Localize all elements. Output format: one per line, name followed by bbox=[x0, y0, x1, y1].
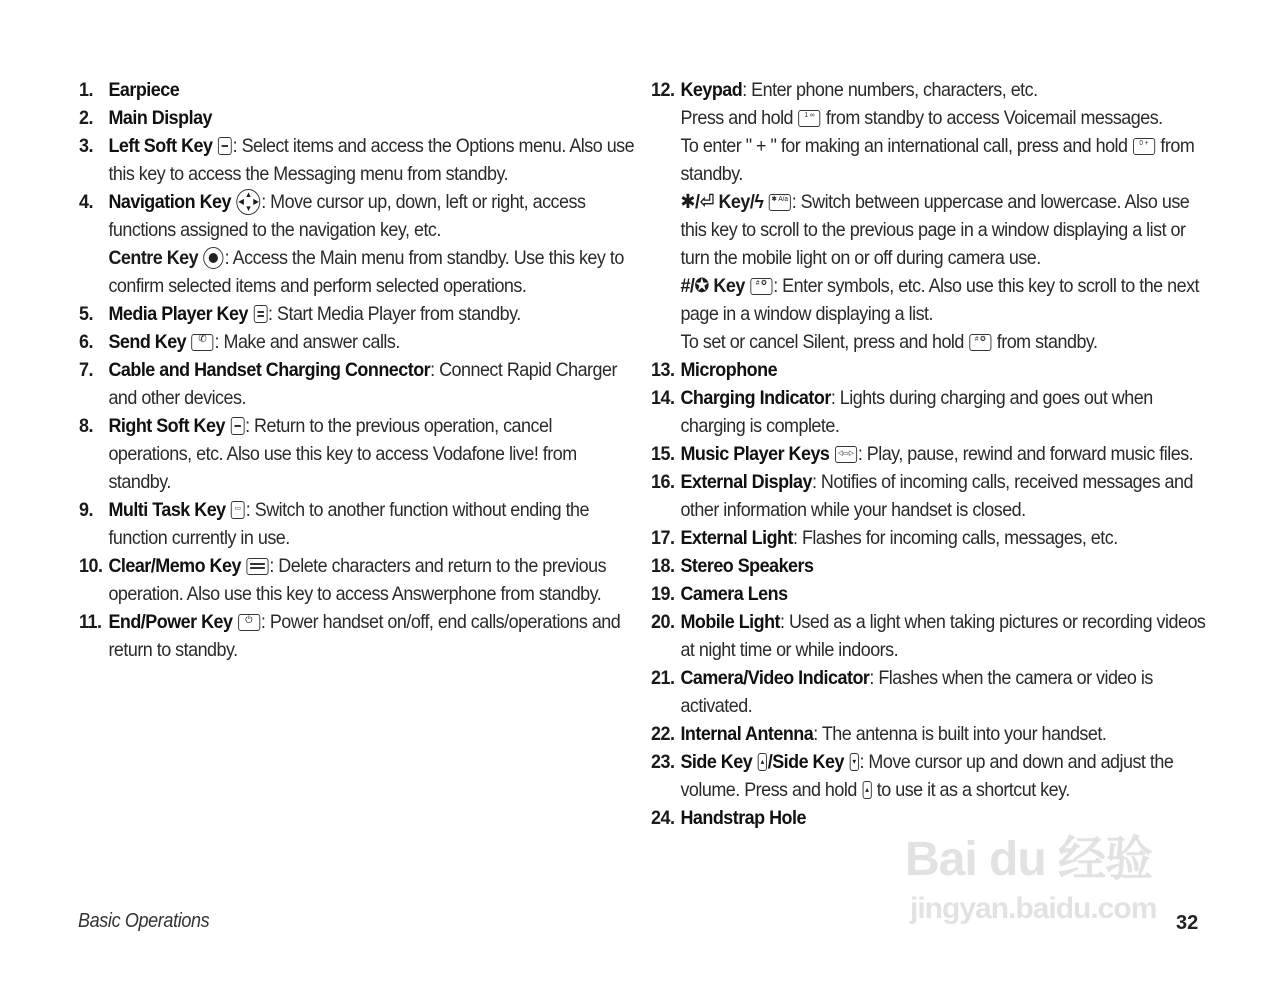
item-term: Keypad bbox=[680, 79, 743, 101]
item-term-2: /Side Key bbox=[767, 751, 844, 773]
item-number: 21. bbox=[651, 667, 675, 689]
watermark-logo: Bai du 经验 bbox=[905, 833, 1153, 886]
item-description: : The antenna is built into your handset. bbox=[813, 723, 1107, 745]
list-item bbox=[79, 76, 635, 104]
centre-key-icon bbox=[204, 247, 224, 269]
item-number: 7. bbox=[79, 359, 93, 381]
item-number: 15. bbox=[651, 443, 675, 465]
item-number: 14. bbox=[651, 387, 675, 409]
list-item bbox=[651, 608, 1207, 664]
key-0-icon: 0 + bbox=[1133, 138, 1155, 155]
item-term: External Light bbox=[680, 527, 793, 549]
centre-key-description: : Access the Main menu from standby. Use this key to confirm selected items and perform selected operations. bbox=[108, 247, 624, 297]
item-term: Camera/Video Indicator bbox=[680, 667, 870, 689]
item-term: Right Soft Key bbox=[108, 415, 225, 437]
star-key-icon: ✱ A/a bbox=[769, 194, 791, 211]
item-term: Cable and Handset Charging Connector bbox=[108, 359, 431, 381]
international-call-text-end: from standby. bbox=[680, 135, 1195, 185]
item-term: Music Player Keys bbox=[680, 443, 830, 465]
item-description: : Delete characters and return to the previous operation. Also use this key to access Answerphone from standby. bbox=[108, 555, 607, 605]
list-item bbox=[651, 720, 1207, 748]
list-item bbox=[651, 524, 1207, 552]
item-term: Charging Indicator bbox=[680, 387, 831, 409]
hash-key-icon: # ✪ bbox=[750, 278, 772, 295]
list-item bbox=[79, 328, 635, 356]
item-number: 22. bbox=[651, 723, 675, 745]
item-number: 13. bbox=[651, 359, 675, 381]
silent-text-end: from standby. bbox=[996, 331, 1098, 353]
item-number: 12. bbox=[651, 79, 675, 101]
star-key-description: : Switch between uppercase and lowercase. Also use this key to scroll to the previous page in a window displaying a list or turn the mobile light on or off during camera use. bbox=[680, 191, 1190, 269]
item-term: Mobile Light bbox=[680, 611, 781, 633]
voicemail-text: Press and hold bbox=[680, 107, 794, 129]
left-column bbox=[79, 76, 639, 664]
list-item bbox=[79, 412, 635, 496]
send-key-icon: ✆ bbox=[192, 334, 214, 351]
item-term: Stereo Speakers bbox=[680, 555, 814, 577]
item-description: : Move cursor up, down, left or right, access functions assigned to the navigation key, etc. bbox=[108, 191, 586, 241]
item-number: 3. bbox=[79, 135, 93, 157]
item-description: : Enter phone numbers, characters, etc. bbox=[742, 79, 1038, 101]
item-description: : Start Media Player from standby. bbox=[268, 303, 521, 325]
star-key-term: ✱/⏎ Key/ϟ bbox=[680, 191, 764, 213]
side-key-down-icon: ▾ bbox=[849, 753, 858, 771]
item-term: Main Display bbox=[108, 107, 213, 129]
music-player-keys-icon: ◁▭▷ bbox=[835, 446, 857, 463]
list-item bbox=[651, 580, 1207, 608]
list-item bbox=[79, 132, 635, 188]
item-description: : Lights during charging and goes out when charging is complete. bbox=[680, 387, 1153, 437]
item-description: : Flashes for incoming calls, messages, etc. bbox=[792, 527, 1118, 549]
item-number: 19. bbox=[651, 583, 675, 605]
item-number: 24. bbox=[651, 807, 675, 829]
navigation-key-icon: ▲ ▼ ◀ ▶ bbox=[238, 190, 259, 213]
list-item bbox=[651, 748, 1207, 804]
item-number: 6. bbox=[79, 331, 93, 353]
multi-task-key-icon: ▭ bbox=[231, 501, 245, 519]
watermark-url: jingyan.baidu.com bbox=[910, 892, 1157, 925]
list-item bbox=[79, 552, 635, 608]
item-number: 1. bbox=[79, 79, 93, 101]
list-item bbox=[651, 664, 1207, 720]
item-description: : Notifies of incoming calls, received messages and other information while your handset is closed. bbox=[680, 471, 1193, 521]
item-description: : Flashes when the camera or video is activated. bbox=[680, 667, 1153, 717]
item-number: 18. bbox=[651, 555, 675, 577]
left-soft-key-icon bbox=[218, 137, 232, 155]
item-description: : Used as a light when taking pictures or recording videos at night time or while indoors. bbox=[680, 611, 1206, 661]
item-description: : Move cursor up and down and adjust the volume. Press and hold bbox=[680, 751, 1174, 801]
item-term: Navigation Key bbox=[108, 191, 231, 213]
item-description-2: to use it as a shortcut key. bbox=[876, 779, 1070, 801]
item-description: : Make and answer calls. bbox=[214, 331, 400, 353]
item-term: Clear/Memo Key bbox=[108, 555, 241, 577]
list-item bbox=[651, 384, 1207, 440]
item-number: 23. bbox=[651, 751, 675, 773]
item-number: 16. bbox=[651, 471, 675, 493]
item-description: : Connect Rapid Charger and other devices. bbox=[108, 359, 617, 409]
item-number: 10. bbox=[79, 555, 103, 577]
section-name: Basic Operations bbox=[78, 910, 210, 932]
item-term: Media Player Key bbox=[108, 303, 248, 325]
list-item bbox=[79, 496, 635, 552]
item-description: : Select items and access the Options menu. Also use this key to access the Messaging menu from standby. bbox=[108, 135, 635, 185]
item-description: : Return to the previous operation, cancel operations, etc. Also use this key to access Vodafone live! from standby. bbox=[108, 415, 577, 493]
list-item bbox=[651, 468, 1207, 524]
item-description: : Switch to another function without ending the function currently in use. bbox=[108, 499, 590, 549]
hash-key-icon: # ✪ bbox=[969, 334, 991, 351]
list-item bbox=[651, 76, 1207, 356]
clear-memo-key-icon bbox=[246, 558, 268, 575]
item-number: 9. bbox=[79, 499, 93, 521]
page-number: 32 bbox=[1176, 912, 1199, 934]
side-key-up-icon: ▴ bbox=[862, 781, 871, 799]
centre-key-term: Centre Key bbox=[108, 247, 199, 269]
item-term: Camera Lens bbox=[680, 583, 788, 605]
item-description: : Play, pause, rewind and forward music files. bbox=[857, 443, 1194, 465]
item-term: Microphone bbox=[680, 359, 778, 381]
item-number: 2. bbox=[79, 107, 93, 129]
end-power-key-icon: ⏻ bbox=[238, 614, 260, 631]
item-term: Side Key bbox=[680, 751, 753, 773]
list-item bbox=[79, 356, 635, 412]
list-item bbox=[79, 608, 635, 664]
list-item bbox=[651, 552, 1207, 580]
list-item bbox=[651, 804, 1207, 832]
item-term: External Display bbox=[680, 471, 812, 493]
right-column bbox=[651, 76, 1211, 832]
right-soft-key-icon bbox=[230, 417, 244, 435]
item-number: 5. bbox=[79, 303, 93, 325]
item-term: End/Power Key bbox=[108, 611, 233, 633]
item-term: Multi Task Key bbox=[108, 499, 226, 521]
silent-text: To set or cancel Silent, press and hold bbox=[680, 331, 964, 353]
list-item bbox=[651, 440, 1207, 468]
item-number: 8. bbox=[79, 415, 93, 437]
hash-key-term: #/✪ Key bbox=[680, 275, 745, 297]
list-item bbox=[79, 300, 635, 328]
item-term: Send Key bbox=[108, 331, 187, 353]
item-term: Handstrap Hole bbox=[680, 807, 806, 829]
item-number: 11. bbox=[79, 611, 102, 633]
list-item bbox=[651, 356, 1207, 384]
item-number: 17. bbox=[651, 527, 675, 549]
media-player-key-icon bbox=[253, 305, 267, 323]
item-term: Internal Antenna bbox=[680, 723, 814, 745]
hash-key-description: : Enter symbols, etc. Also use this key to scroll to the next page in a window displaying a list. bbox=[680, 275, 1200, 325]
item-number: 4. bbox=[79, 191, 93, 213]
item-description: : Power handset on/off, end calls/operations and return to standby. bbox=[108, 611, 621, 661]
list-item bbox=[79, 104, 635, 132]
key-1-icon: 1 ∞ bbox=[798, 110, 820, 127]
item-term: Earpiece bbox=[108, 79, 180, 101]
item-number: 20. bbox=[651, 611, 675, 633]
voicemail-text-end: from standby to access Voicemail messages. bbox=[825, 107, 1163, 129]
item-term: Left Soft Key bbox=[108, 135, 213, 157]
international-call-text: To enter " + " for making an international call, press and hold bbox=[680, 135, 1128, 157]
side-key-up-icon: ▴ bbox=[758, 753, 767, 771]
list-item bbox=[79, 188, 635, 300]
